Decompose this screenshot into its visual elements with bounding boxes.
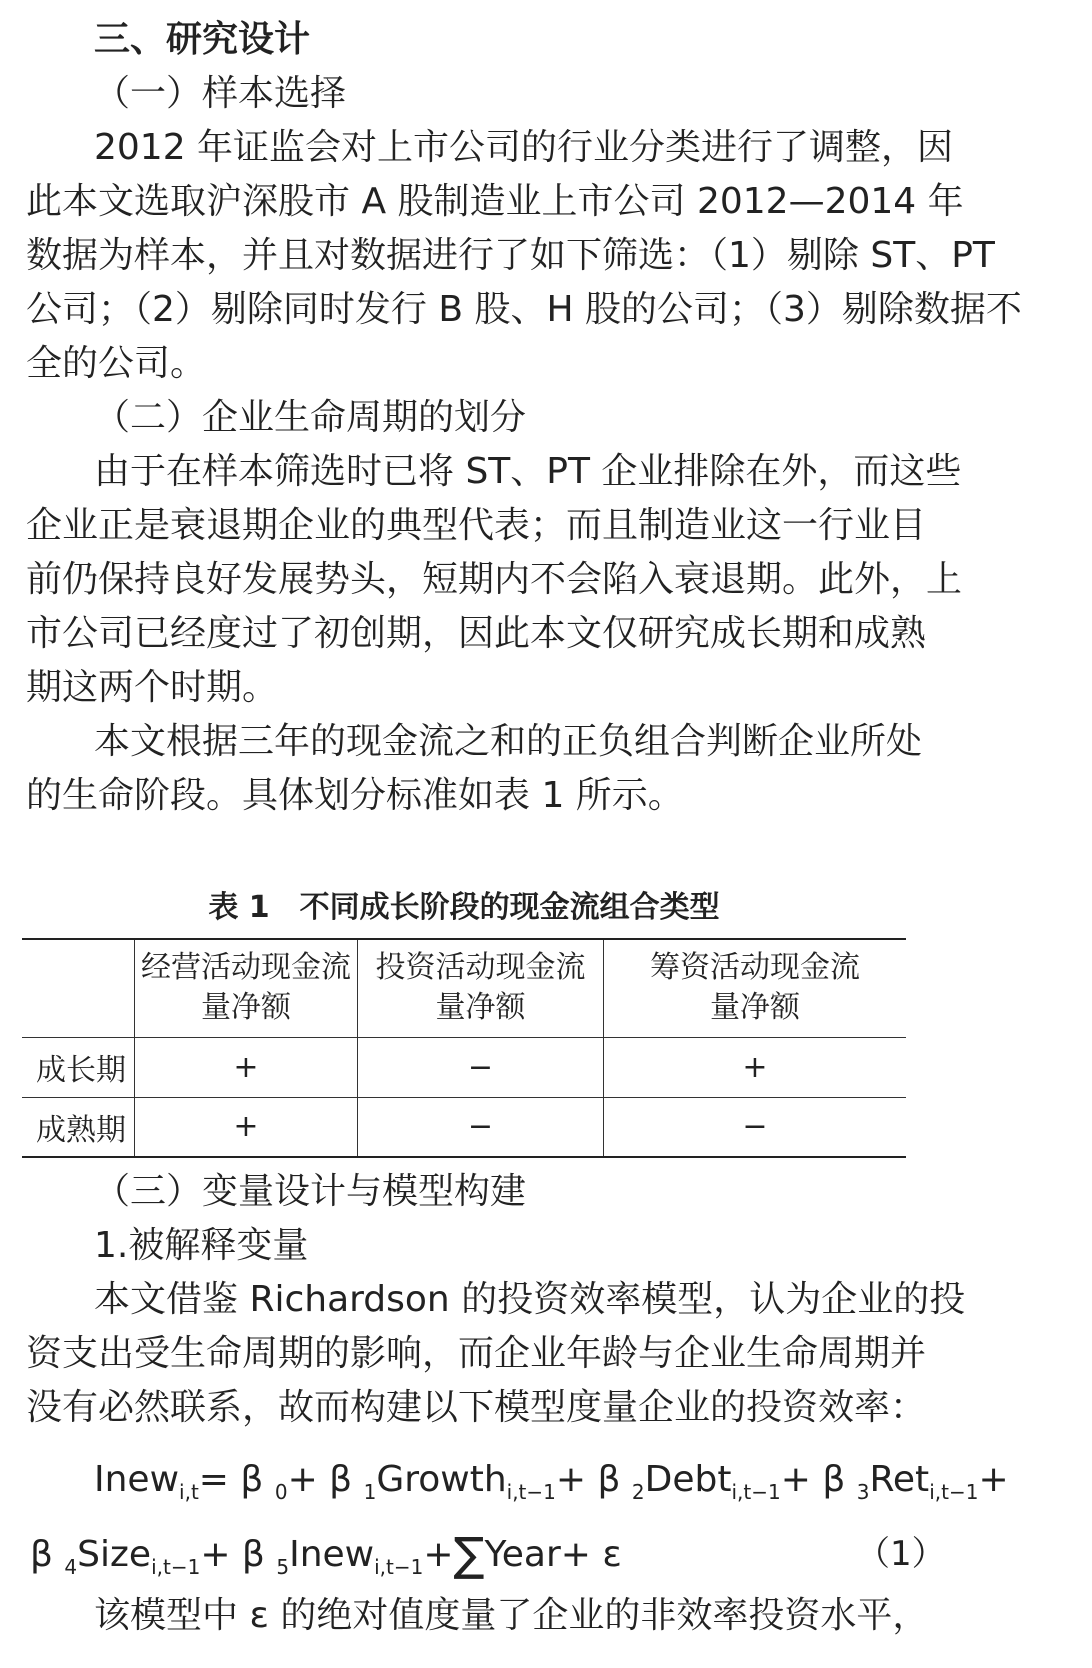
formula-subscript: 1 <box>363 1480 377 1504</box>
paragraph-line: 该模型中 ε 的绝对值度量了企业的非效率投资水平， <box>94 1595 929 1636</box>
table-header-cell <box>604 939 907 1037</box>
paragraph-line: 本文借鉴 Richardson 的投资效率模型，认为企业的投 <box>94 1279 966 1320</box>
subsubsection-heading: 1.被解释变量 <box>94 1225 309 1266</box>
row-label: 成熟期 <box>22 1097 135 1157</box>
summation-symbol: ∑ <box>453 1527 485 1581</box>
formula-term: β <box>30 1534 65 1575</box>
table-row <box>22 1037 906 1097</box>
formula-term: Growth <box>376 1459 507 1500</box>
paragraph-line: 企业正是衰退期企业的典型代表；而且制造业这一行业目 <box>26 505 927 546</box>
formula-subscript: 5 <box>276 1555 290 1579</box>
paragraph-line: 资支出受生命周期的影响，而企业年龄与企业生命周期并 <box>26 1333 927 1374</box>
section-heading: 三、研究设计 <box>94 19 311 60</box>
paragraph-line: 2012 年证监会对上市公司的行业分类进行了调整，因 <box>94 127 954 168</box>
formula-term: + β <box>200 1534 277 1575</box>
cashflow-table <box>22 938 906 1158</box>
paragraph-line: 前仍保持良好发展势头，短期内不会陷入衰退期。此外，上 <box>26 559 963 600</box>
formula-subscript: 3 <box>856 1480 870 1504</box>
table-header-corner <box>22 939 135 1037</box>
table-header-cell <box>358 939 604 1037</box>
table-cell: − <box>358 1037 604 1097</box>
formula-subscript: i,t−1 <box>731 1480 781 1504</box>
paragraph-line: 全的公司。 <box>26 343 207 384</box>
formula-subscript: 4 <box>64 1555 78 1579</box>
formula-term: + β <box>780 1459 857 1500</box>
formula-subscript: 2 <box>631 1480 645 1504</box>
table-cell: + <box>604 1037 907 1097</box>
table-cell: − <box>358 1097 604 1157</box>
formula-subscript: i,t−1 <box>506 1480 556 1504</box>
subsection-heading-1: （一）样本选择 <box>94 73 347 114</box>
table-cell: + <box>135 1097 358 1157</box>
formula-term: Debt <box>644 1459 732 1500</box>
table-header-row <box>22 939 906 1037</box>
formula-subscript: i,t−1 <box>374 1555 424 1579</box>
header-line: 经营活动现金流 <box>141 950 351 986</box>
formula-line-2 <box>30 1527 622 1591</box>
paragraph-line: 期这两个时期。 <box>26 667 279 708</box>
formula-subscript: 0 <box>274 1480 288 1504</box>
header-line: 量净额 <box>201 990 291 1026</box>
paragraph-line: 本文根据三年的现金流之和的正负组合判断企业所处 <box>94 721 923 762</box>
paragraph-line: 数据为样本，并且对数据进行了如下筛选：（1）剔除 ST、PT <box>26 235 995 276</box>
paragraph-line: 市公司已经度过了初创期，因此本文仅研究成长期和成熟 <box>26 613 927 654</box>
formula-term: Inew <box>94 1459 180 1500</box>
equation-number: （1） <box>856 1534 946 1574</box>
paragraph-line: 的生命阶段。具体划分标准如表 1 所示。 <box>26 775 684 816</box>
table-cell: − <box>604 1097 907 1157</box>
header-line: 量净额 <box>435 990 526 1026</box>
paragraph-line: 公司；（2）剔除同时发行 B 股、H 股的公司；（3）剔除数据不 <box>26 289 1022 330</box>
formula-subscript: i,t <box>179 1480 199 1504</box>
formula-term: Inew <box>289 1534 375 1575</box>
paragraph-line: 此本文选取沪深股市 A 股制造业上市公司 2012—2014 年 <box>26 181 964 222</box>
row-label: 成长期 <box>22 1037 135 1097</box>
formula-term: Year+ ε <box>484 1534 622 1575</box>
formula-term: + β <box>287 1459 364 1500</box>
subsection-heading-3: （三）变量设计与模型构建 <box>94 1171 527 1212</box>
formula-term: + <box>423 1534 454 1575</box>
header-line: 量净额 <box>710 990 800 1026</box>
table-header-cell <box>135 939 358 1037</box>
subsection-heading-2: （二）企业生命周期的划分 <box>94 397 527 438</box>
formula-term: Ret <box>869 1459 930 1500</box>
table-cell: + <box>135 1037 358 1097</box>
table-row <box>22 1097 906 1157</box>
header-line: 投资活动现金流 <box>375 950 586 986</box>
table-caption: 表 1 不同成长阶段的现金流组合类型 <box>208 890 720 925</box>
formula-term: + β <box>555 1459 632 1500</box>
paragraph-line: 没有必然联系，故而构建以下模型度量企业的投资效率： <box>26 1387 927 1428</box>
paragraph-line: 由于在样本筛选时已将 ST、PT 企业排除在外，而这些 <box>94 451 962 492</box>
header-line: 筹资活动现金流 <box>650 950 860 986</box>
formula-term: + <box>978 1459 1009 1500</box>
formula-subscript: i,t−1 <box>929 1480 979 1504</box>
formula-subscript: i,t−1 <box>151 1555 201 1579</box>
formula-line-1 <box>94 1456 1009 1516</box>
formula-term: Size <box>77 1534 152 1575</box>
formula-term: = β <box>198 1459 275 1500</box>
